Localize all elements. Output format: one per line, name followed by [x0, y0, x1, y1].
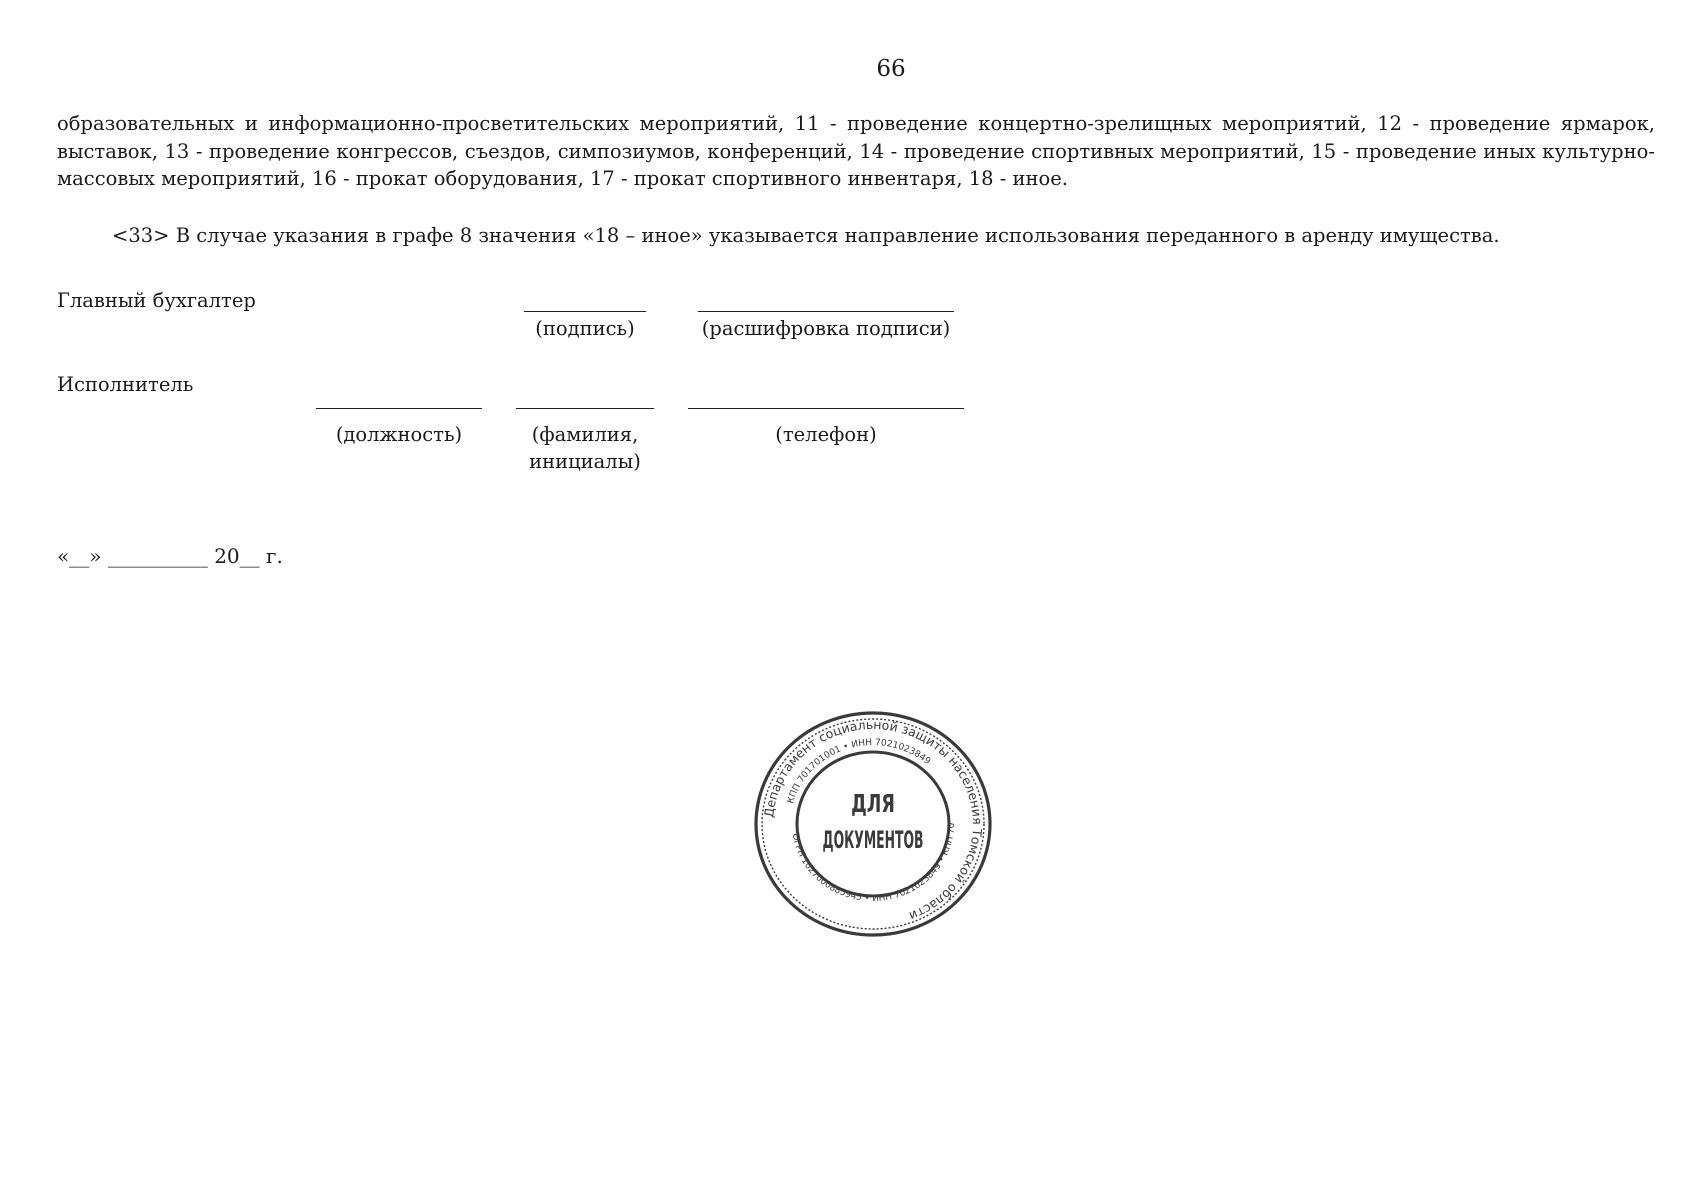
paragraph-continuation: образовательных и информационно-просветительских мероприятий, 11 - проведение концертно-зрелищных мероприятий, 12 - проведение ярмарок, выставок, 13 - проведение конгрессов, съездов, симпозиумов, конференций, 14 - проведение спортивных мероприятий, 15 - проведение иных культурно-массовых мероприятий, 16 - прокат оборудования, 17 - прокат спортивного инвентаря, 18 - иное. — [57, 112, 1655, 190]
phone-line[interactable] — [688, 408, 964, 409]
phone-caption: (телефон) — [775, 423, 877, 446]
chief-accountant-label: Главный бухгалтер — [57, 289, 256, 312]
signature-line[interactable] — [524, 311, 646, 312]
stamp-seal-icon — [752, 708, 994, 940]
signature-decoding-line[interactable] — [698, 311, 954, 312]
page-number: 66 — [876, 56, 906, 82]
stamp-inner-top-text: КПП 701701001 • ИНН 7021023849 — [785, 737, 933, 805]
date-line: «__» __________ 20__ г. — [57, 544, 283, 568]
position-line[interactable] — [316, 408, 482, 409]
name-line[interactable] — [516, 408, 654, 409]
stamp-center-line-2: ДОКУМЕНТОВ — [822, 825, 924, 855]
signature-decoding-caption: (расшифровка подписи) — [701, 317, 951, 340]
signature-caption: (подпись) — [535, 317, 635, 340]
footnote-33: <33> В случае указания в графе 8 значения «18 – иное» указывается направление использования переданного в аренду имущества. — [112, 224, 1500, 247]
executor-label: Исполнитель — [57, 373, 194, 396]
official-stamp — [752, 708, 994, 940]
stamp-center-line-1: ДЛЯ — [851, 789, 895, 819]
stamp-inner-bottom-text: ОГРН 1027000885945 • ИНН 7021023849 • КПП 70 — [789, 822, 958, 905]
name-caption: (фамилия, инициалы) — [529, 423, 641, 473]
stamp-outer-text: Департамент социальной защиты населения Томской области — [761, 716, 986, 925]
position-caption: (должность) — [335, 423, 463, 446]
